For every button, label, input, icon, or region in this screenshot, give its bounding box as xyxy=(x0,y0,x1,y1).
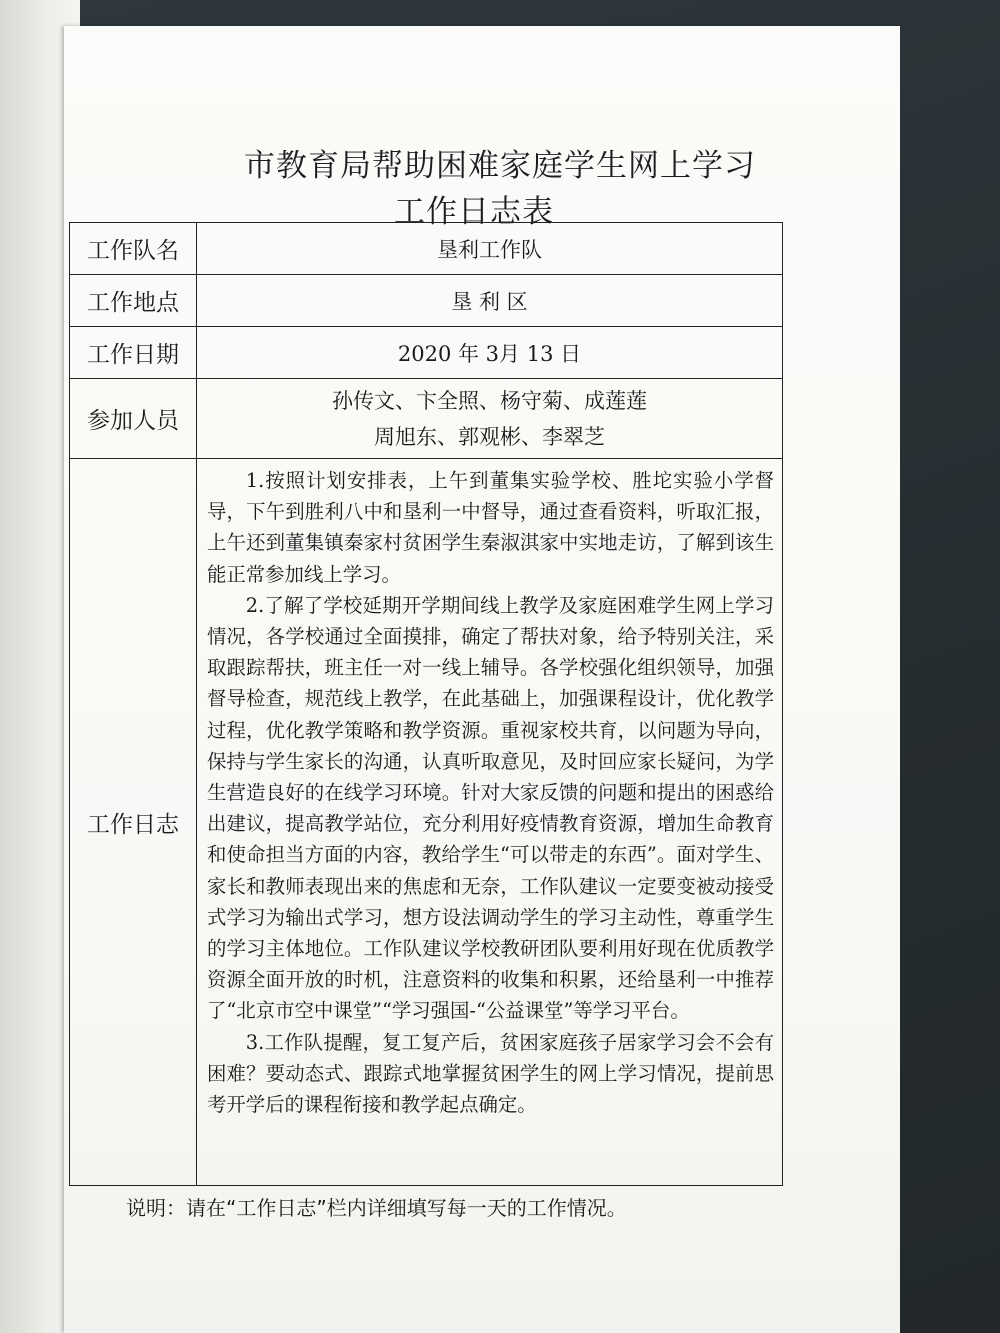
log-paragraph-2: 2.了解了学校延期开学期间线上教学及家庭困难学生网上学习情况，各学校通过全面摸排，确定了帮扶对象，给予特别关注，采取跟踪帮扶，班主任一对一线上辅导。各学校强化组织领导，加强督导检查，规范线上教学，在此基础上，加强课程设计，优化教学过程，优化教学策略和教学资源。重视家校共育，以问题为导向，保持与学生家长的沟通，认真听取意见，及时回应家长疑问，为学生营造良好的在线学习环境。针对大家反馈的问题和提出的困惑给出建议，提高教学站位，充分利用好疫情教育资源，增加生命教育和使命担当方面的内容，教给学生“可以带走的东西”。面对学生、家长和教师表现出来的焦虑和无奈，工作队建议一定要变被动接受式学习为输出式学习，想方设法调动学生的学习主动性，尊重学生的学习主体地位。工作队建议学校教研团队要利用好现在优质教学资源全面开放的时机，注意资料的收集和积累，还给垦利一中推荐了“北京市空中课堂”“学习强国-“公益课堂”等学习平台。 xyxy=(207,593,774,1023)
table-row-log xyxy=(70,459,783,1186)
log-paragraph-1: 1.按照计划安排表，上午到董集实验学校、胜坨实验小学督导，下午到胜利八中和垦利一中督导，通过查看资料，听取汇报，上午还到董集镇秦家村贫困学生秦淑淇家中实地走访，了解到该生能正常参加线上学习。 xyxy=(207,469,774,586)
team-name-label: 工作队名 xyxy=(70,223,197,275)
table-row-members xyxy=(70,379,783,459)
members-line-2: 周旭东、郭观彬、李翠芝 xyxy=(374,424,605,449)
document-title: 市教育局帮助困难家庭学生网上学习 xyxy=(244,148,756,184)
document-subtitle: 工作日志表 xyxy=(394,194,554,230)
location-value: 垦 利 区 xyxy=(197,275,783,327)
date-value: 2020 年 3月 13 日 xyxy=(197,327,783,379)
members-value xyxy=(197,379,783,459)
document-page xyxy=(64,26,900,1333)
members-label: 参加人员 xyxy=(70,379,197,459)
location-label: 工作地点 xyxy=(70,275,197,327)
log-content xyxy=(197,459,783,1186)
log-label: 工作日志 xyxy=(70,459,197,1186)
table-row-date xyxy=(70,327,783,379)
table-row-location xyxy=(70,275,783,327)
log-text-block xyxy=(197,459,782,1126)
team-name-value: 垦利工作队 xyxy=(197,223,783,275)
members-line-1: 孙传文、卞全照、杨守菊、成莲莲 xyxy=(332,388,647,413)
work-log-table xyxy=(69,222,783,1186)
table-row-team-name xyxy=(70,223,783,275)
log-paragraph-3: 3.工作队提醒，复工复产后，贫困家庭孩子居家学习会不会有困难？要动态式、跟踪式地掌握贫困学生的网上学习情况，提前思考开学后的课程衔接和教学起点确定。 xyxy=(207,1030,774,1117)
instruction-note: 说明：请在“工作日志”栏内详细填写每一天的工作情况。 xyxy=(126,1196,627,1220)
date-label: 工作日期 xyxy=(70,327,197,379)
